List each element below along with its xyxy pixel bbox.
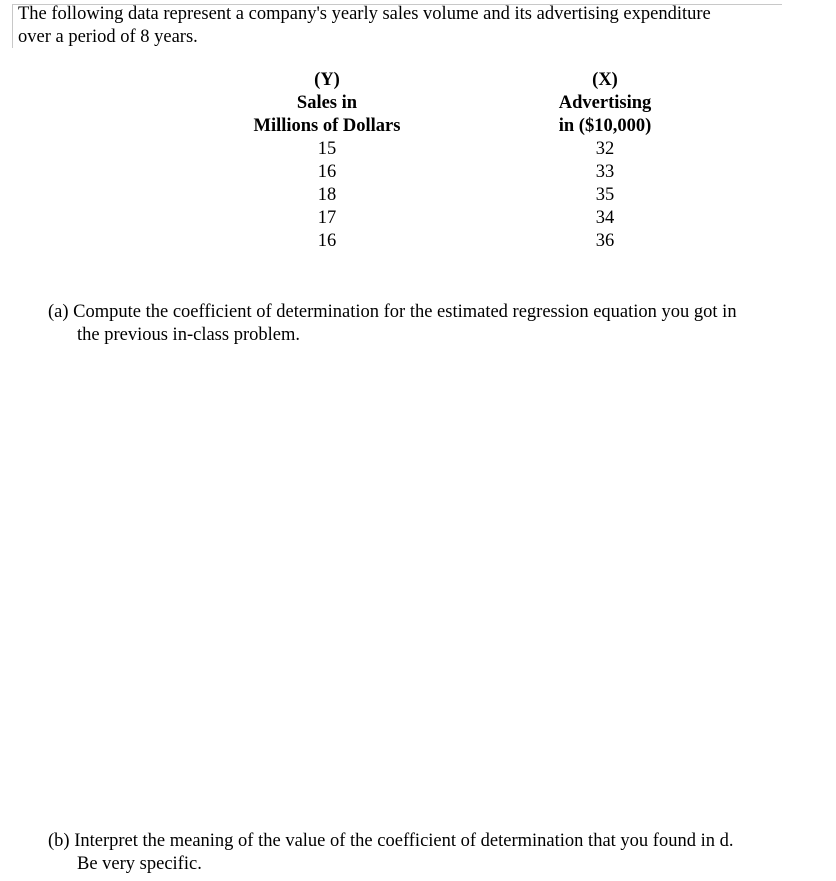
sales-column	[236, 69, 418, 253]
question-a	[48, 301, 828, 347]
advertising-value: 33	[595, 162, 615, 182]
intro-line-1: The following data represent a company's yearly sales volume and its advertising expenditure	[18, 4, 711, 24]
advertising-value: 32	[595, 139, 615, 159]
advertising-value: 34	[595, 208, 615, 228]
sales-value: 16	[317, 162, 337, 182]
question-b-line-1: (b) Interpret the meaning of the value of the coefficient of determination that you found in d.	[48, 831, 734, 851]
advertising-value: 36	[595, 231, 615, 251]
advertising-header-label: Advertising	[558, 93, 652, 113]
sales-value: 16	[317, 231, 337, 251]
intro-line-2: over a period of 8 years.	[18, 27, 198, 47]
sales-header-units: Millions of Dollars	[253, 116, 401, 136]
intro-paragraph	[18, 3, 798, 49]
sales-header-variable: (Y)	[314, 70, 340, 90]
question-a-line-2: the previous in-class problem.	[77, 325, 300, 345]
advertising-value: 35	[595, 185, 615, 205]
advertising-header-units: in ($10,000)	[558, 116, 652, 136]
question-b-line-2: Be very specific.	[77, 854, 202, 874]
sales-value: 18	[317, 185, 337, 205]
question-a-line-1: (a) Compute the coefficient of determination for the estimated regression equation you got in	[48, 302, 737, 322]
sales-value: 15	[317, 139, 337, 159]
question-b	[48, 830, 828, 876]
sales-value: 17	[317, 208, 337, 228]
advertising-column	[520, 69, 690, 253]
advertising-header-variable: (X)	[592, 70, 618, 90]
sales-header-label: Sales in	[296, 93, 358, 113]
left-border-line	[12, 4, 13, 48]
